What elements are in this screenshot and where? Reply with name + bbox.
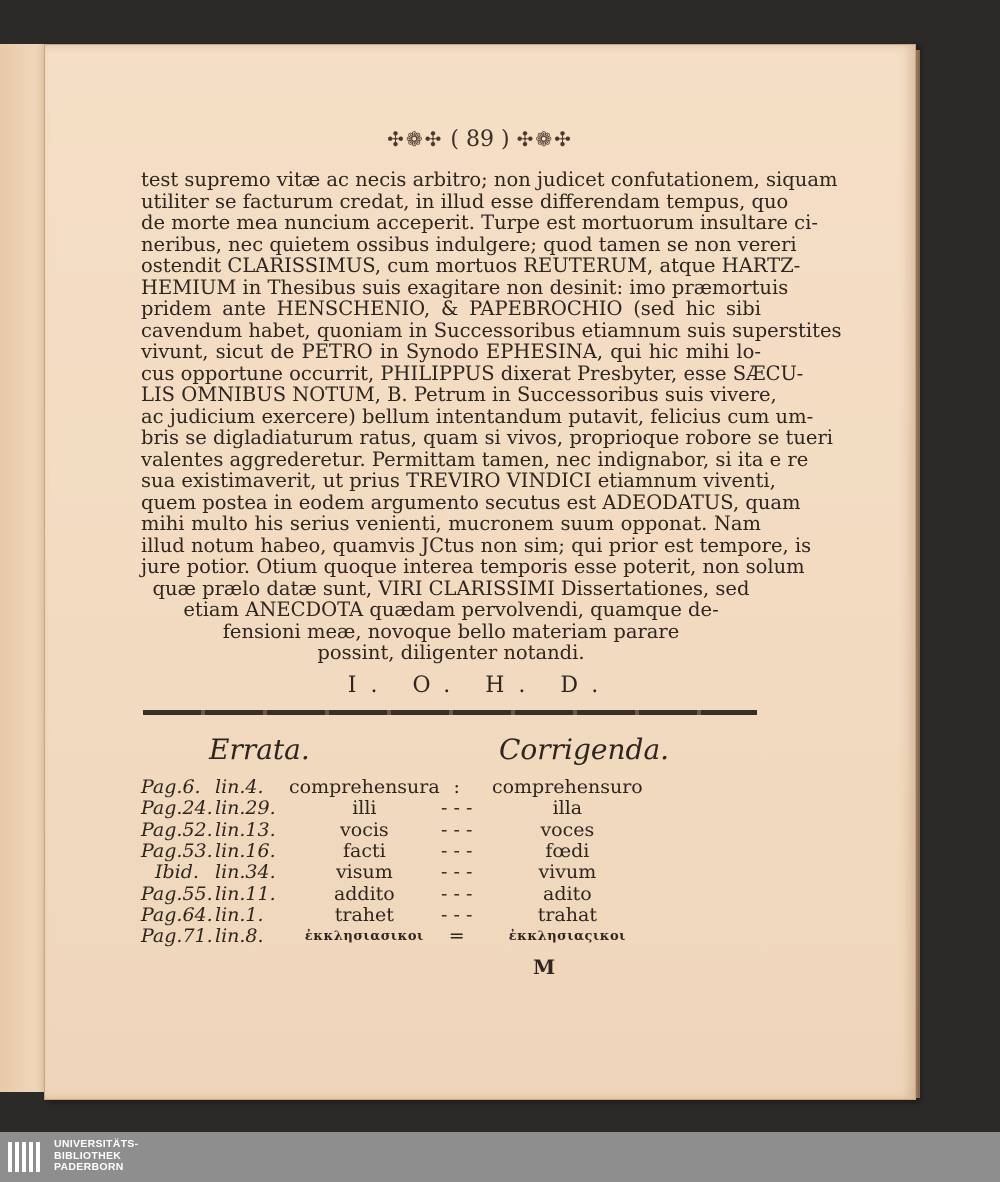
- table-row: [141, 820, 661, 841]
- text-line: de morte mea nuncium acceperit. Turpe est mortuorum insultare ci-: [141, 211, 818, 234]
- text-line: utiliter se facturum credat, in illud esse differendam tempus, quo: [141, 189, 789, 213]
- library-name: [54, 1139, 138, 1174]
- text-line: fensioni meæ, novoque bello materiam parare: [222, 619, 680, 643]
- text-line: jure potior. Otium quoque interea temporis esse poterit, non solum: [141, 555, 805, 578]
- separator-cell: - - -: [441, 903, 473, 926]
- errata-heading: Errata.: [209, 733, 310, 766]
- lin-cell: lin.1.: [215, 903, 264, 926]
- errata-table: [141, 777, 661, 947]
- erratum-cell: comprehensura: [289, 776, 440, 799]
- erratum-cell: visum: [335, 861, 393, 884]
- pag-cell: Pag.24.: [141, 797, 213, 820]
- separator-cell: =: [448, 925, 465, 948]
- text-line: ostendit CLARISSIMUS, cum mortuos REUTERUM, atque HARTZ-: [141, 254, 801, 277]
- text-line: etiam ANECDOTA quædam pervolvendi, quamque de-: [183, 598, 719, 621]
- table-row: [141, 862, 661, 883]
- corrigendum-cell: voces: [540, 818, 595, 841]
- separator-cell: - - -: [441, 882, 473, 905]
- ornament-left-icon: ✣❁✣: [387, 127, 444, 151]
- erratum-cell: illi: [352, 797, 377, 820]
- pag-cell: Pag.53.: [141, 840, 213, 863]
- text-line: pridem ante HENSCHENIO, & PAPEBROCHIO (sed hic sibi: [141, 297, 761, 320]
- ornament-right-icon: ✣❁✣: [516, 127, 573, 151]
- pag-cell: Pag.52.: [141, 818, 213, 841]
- lin-cell: lin.11.: [215, 882, 276, 905]
- library-name-line: UNIVERSITÄTS-: [54, 1138, 139, 1150]
- erratum-cell: facti: [342, 840, 386, 863]
- text-line: illud notum habeo, quamvis JCtus non sim; qui prior est tempore, is: [141, 533, 812, 557]
- catchword: M: [533, 955, 556, 979]
- text-line: bris se digladiaturum ratus, quam si vivos, proprioque robore se tueri: [141, 426, 834, 449]
- corrigendum-cell: trahat: [537, 903, 597, 926]
- pag-cell: Pag.6.: [141, 776, 201, 799]
- library-name-line: PADERBORN: [54, 1161, 124, 1173]
- table-row: [141, 798, 661, 819]
- separator-cell: - - -: [441, 861, 473, 884]
- text-line: HEMIUM in Thesibus suis exagitare non desinit: imo præmortuis: [141, 275, 789, 299]
- text-line: quem postea in eodem argumento secutus est ADEODATUS, quam: [141, 490, 801, 514]
- table-row: [141, 905, 661, 926]
- erratum-cell: vocis: [340, 818, 389, 841]
- body-text: [141, 168, 842, 664]
- book-page: [44, 44, 916, 1100]
- text-line: LIS OMNIBUS NOTUM, B. Petrum in Successoribus suis vivere,: [141, 383, 777, 406]
- text-line: vivunt, sicut de PETRO in Synodo EPHESINA, qui hic mihi lo-: [141, 340, 761, 363]
- library-name-line: BIBLIOTHEK: [54, 1149, 122, 1162]
- corrigendum-cell: vivum: [538, 861, 597, 884]
- divider-rule: [143, 710, 757, 715]
- erratum-cell: ἐκκλησιασικοι: [304, 929, 424, 945]
- separator-cell: - - -: [441, 797, 473, 820]
- corrigendum-cell: fœdi: [545, 840, 590, 863]
- table-row: [141, 777, 661, 798]
- separator-cell: - - -: [441, 818, 473, 841]
- separator-cell: - - -: [441, 840, 473, 863]
- table-row: [141, 883, 661, 904]
- erratum-cell: trahet: [334, 903, 394, 926]
- text-line: cus opportune occurrit, PHILIPPUS dixerat Presbyter, esse SÆCU-: [141, 361, 804, 385]
- text-line: test supremo vitæ ac necis arbitro; non judicet confutationem, siquam: [141, 168, 838, 191]
- signature-initials: I. O. H. D.: [347, 673, 613, 698]
- corrigendum-cell: ἐκκλησιαςικοι: [508, 929, 626, 945]
- pag-cell: Pag.55.: [141, 882, 213, 905]
- text-line: sua existimaverit, ut prius TREVIRO VINDICI etiamnum viventi,: [141, 469, 776, 492]
- corrigendum-cell: comprehensuro: [491, 776, 643, 799]
- table-row: [141, 841, 661, 862]
- library-logo-icon: [8, 1138, 48, 1176]
- pag-cell: Ibid.: [155, 861, 199, 884]
- lin-cell: lin.13.: [215, 818, 276, 841]
- lin-cell: lin.4.: [215, 776, 264, 799]
- lin-cell: lin.34.: [215, 861, 276, 884]
- separator-cell: :: [453, 776, 460, 799]
- text-line: ac judicium exercere) bellum intentandum putavit, felicius cum um-: [141, 404, 814, 428]
- lin-cell: lin.29.: [215, 797, 276, 820]
- pag-cell: Pag.64.: [141, 903, 213, 926]
- erratum-cell: addito: [333, 882, 395, 905]
- lin-cell: lin.8.: [215, 925, 264, 948]
- text-line: possint, diligenter notandi.: [317, 641, 585, 664]
- table-row: [141, 926, 661, 947]
- page-header: [45, 127, 915, 152]
- pag-cell: Pag.71.: [141, 925, 213, 948]
- text-line: valentes aggrederetur. Permittam tamen, nec indignabor, si ita e re: [141, 447, 809, 471]
- text-line: neribus, nec quietem ossibus indulgere; quod tamen se non vereri: [141, 232, 797, 256]
- corrigendum-cell: adito: [543, 882, 592, 905]
- lin-cell: lin.16.: [215, 840, 276, 863]
- text-line: quæ prælo datæ sunt, VIRI CLARISSIMI Dissertationes, sed: [152, 576, 750, 600]
- text-line: mihi multo his serius venienti, mucronem suum opponat. Nam: [141, 512, 761, 535]
- page-number: ( 89 ): [450, 127, 510, 152]
- corrigenda-heading: Corrigenda.: [499, 733, 670, 766]
- corrigendum-cell: illa: [552, 797, 583, 820]
- library-footer-bar: [0, 1132, 1000, 1182]
- text-line: cavendum habet, quoniam in Successoribus etiamnum suis superstites: [141, 318, 842, 342]
